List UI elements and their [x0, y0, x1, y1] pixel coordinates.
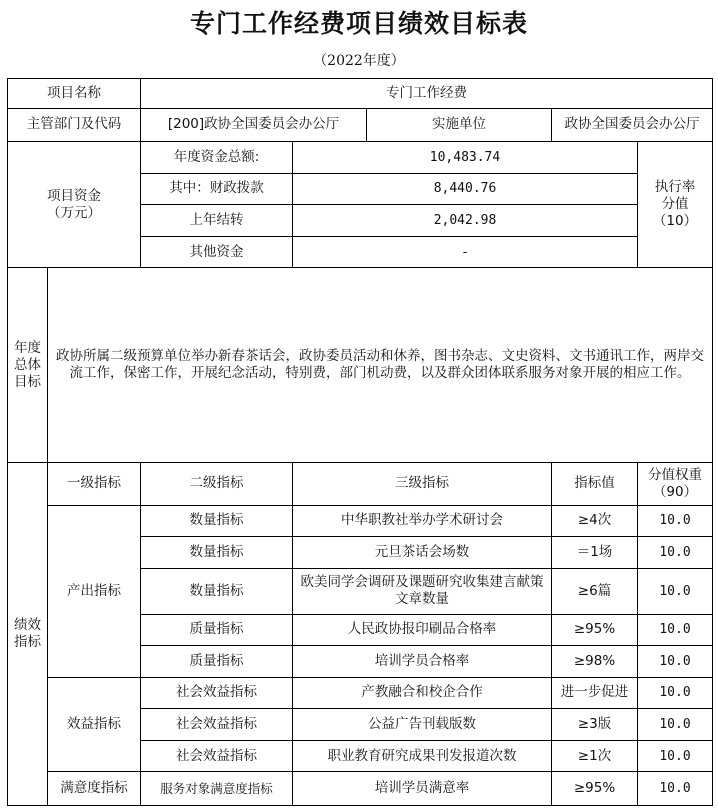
project-name-value: 专门工作经费 [141, 79, 713, 109]
annual-goal-label-line3: 目标 [14, 373, 41, 390]
annual-goal-label-line2: 总体 [14, 356, 41, 373]
indicator-level2: 数量指标 [141, 537, 293, 569]
indicator-value: 进一步促进 [552, 677, 638, 709]
indicators-label-line2: 指标 [14, 633, 41, 650]
total-funds-label: 年度资金总额: [141, 142, 293, 174]
dept-value: [200]政协全国委员会办公厅 [141, 108, 367, 142]
indicator-weight: 10.0 [638, 646, 713, 678]
indicator-level3: 人民政协报印刷品合格率 [293, 614, 552, 646]
performance-table [7, 78, 713, 806]
indicator-level2: 数量指标 [141, 568, 293, 614]
indicator-weight: 10.0 [638, 677, 713, 709]
indicator-level2: 质量指标 [141, 646, 293, 678]
indicators-label-line1: 绩效 [14, 616, 41, 633]
dept-label: 主管部门及代码 [8, 108, 141, 142]
project-name-label: 项目名称 [8, 79, 141, 109]
indicator-level2: 社会效益指标 [141, 709, 293, 741]
indicator-level3: 产教融合和校企合作 [293, 677, 552, 709]
indicators-label [8, 462, 48, 805]
header-level3: 三级指标 [293, 462, 552, 505]
indicator-weight: 10.0 [638, 709, 713, 741]
indicator-level2: 服务对象满意度指标 [141, 772, 293, 806]
carryover-label: 上年结转 [141, 205, 293, 237]
other-funds-value: - [293, 236, 638, 268]
annual-goal-text: 政协所属二级预算单位举办新春茶话会，政协委员活动和休养，图书杂志、文史资料、文书通讯工作，两岸交流工作，保密工作，开展纪念活动，特别费，部门机动费，以及群众团体联系服务对象开展的相应工作。 [48, 268, 713, 462]
indicator-level3: 公益广告刊载版数 [293, 709, 552, 741]
indicator-value: ≥4次 [552, 505, 638, 537]
indicator-level3: 中华职教社举办学术研讨会 [293, 505, 552, 537]
indicator-level2: 质量指标 [141, 614, 293, 646]
indicator-value: ≥95% [552, 614, 638, 646]
indicator-level3: 培训学员满意率 [293, 772, 552, 806]
exec-rate-line2: 分值 [661, 196, 689, 213]
group-benefit: 效益指标 [48, 677, 141, 772]
indicator-level3: 元旦茶话会场数 [293, 537, 552, 569]
annual-goal-label-line1: 年度 [14, 339, 41, 356]
indicator-weight: 10.0 [638, 505, 713, 537]
header-weight [638, 462, 713, 505]
indicator-level3: 职业教育研究成果刊发报道次数 [293, 740, 552, 772]
annual-goal-label [8, 268, 48, 462]
exec-rate-line3: （10） [652, 213, 698, 230]
total-funds-value: 10,483.74 [293, 142, 638, 174]
indicator-weight: 10.0 [638, 772, 713, 806]
fiscal-funds-value: 8,440.76 [293, 173, 638, 205]
indicator-value: ≥98% [552, 646, 638, 678]
header-weight-line1: 分值权重 [648, 466, 703, 483]
fiscal-funds-label: 其中：财政拨款 [141, 173, 293, 205]
header-weight-line2: （90） [652, 483, 698, 500]
impl-unit-value: 政协全国委员会办公厅 [552, 108, 713, 142]
indicator-level2: 社会效益指标 [141, 677, 293, 709]
header-level2: 二级指标 [141, 462, 293, 505]
group-output: 产出指标 [48, 505, 141, 677]
funds-label-line1: 项目资金 [47, 187, 101, 204]
indicator-weight: 10.0 [638, 537, 713, 569]
indicator-value: ≥3版 [552, 709, 638, 741]
indicator-value: ≥1次 [552, 740, 638, 772]
page-subtitle: （2022年度） [313, 53, 405, 69]
indicator-level2: 数量指标 [141, 505, 293, 537]
indicator-value: ＝1场 [552, 537, 638, 569]
indicator-level3: 欧美同学会调研及课题研究收集建言献策文章数量 [293, 568, 552, 614]
group-satisfaction: 满意度指标 [48, 772, 141, 806]
page-title: 专门工作经费项目绩效目标表 [189, 9, 528, 38]
indicator-weight: 10.0 [638, 614, 713, 646]
indicator-value: ≥6篇 [552, 568, 638, 614]
indicator-weight: 10.0 [638, 568, 713, 614]
indicator-level2: 社会效益指标 [141, 740, 293, 772]
funds-label [8, 142, 141, 268]
exec-rate-label [638, 142, 713, 268]
carryover-value: 2,042.98 [293, 205, 638, 237]
indicator-level3: 培训学员合格率 [293, 646, 552, 678]
header-level1: 一级指标 [48, 462, 141, 505]
exec-rate-line1: 执行率 [654, 179, 696, 196]
other-funds-label: 其他资金 [141, 236, 293, 268]
indicator-weight: 10.0 [638, 740, 713, 772]
header-value: 指标值 [552, 462, 638, 505]
funds-label-line2: （万元） [47, 204, 101, 221]
indicator-value: ≥95% [552, 772, 638, 806]
impl-unit-label: 实施单位 [367, 108, 552, 142]
